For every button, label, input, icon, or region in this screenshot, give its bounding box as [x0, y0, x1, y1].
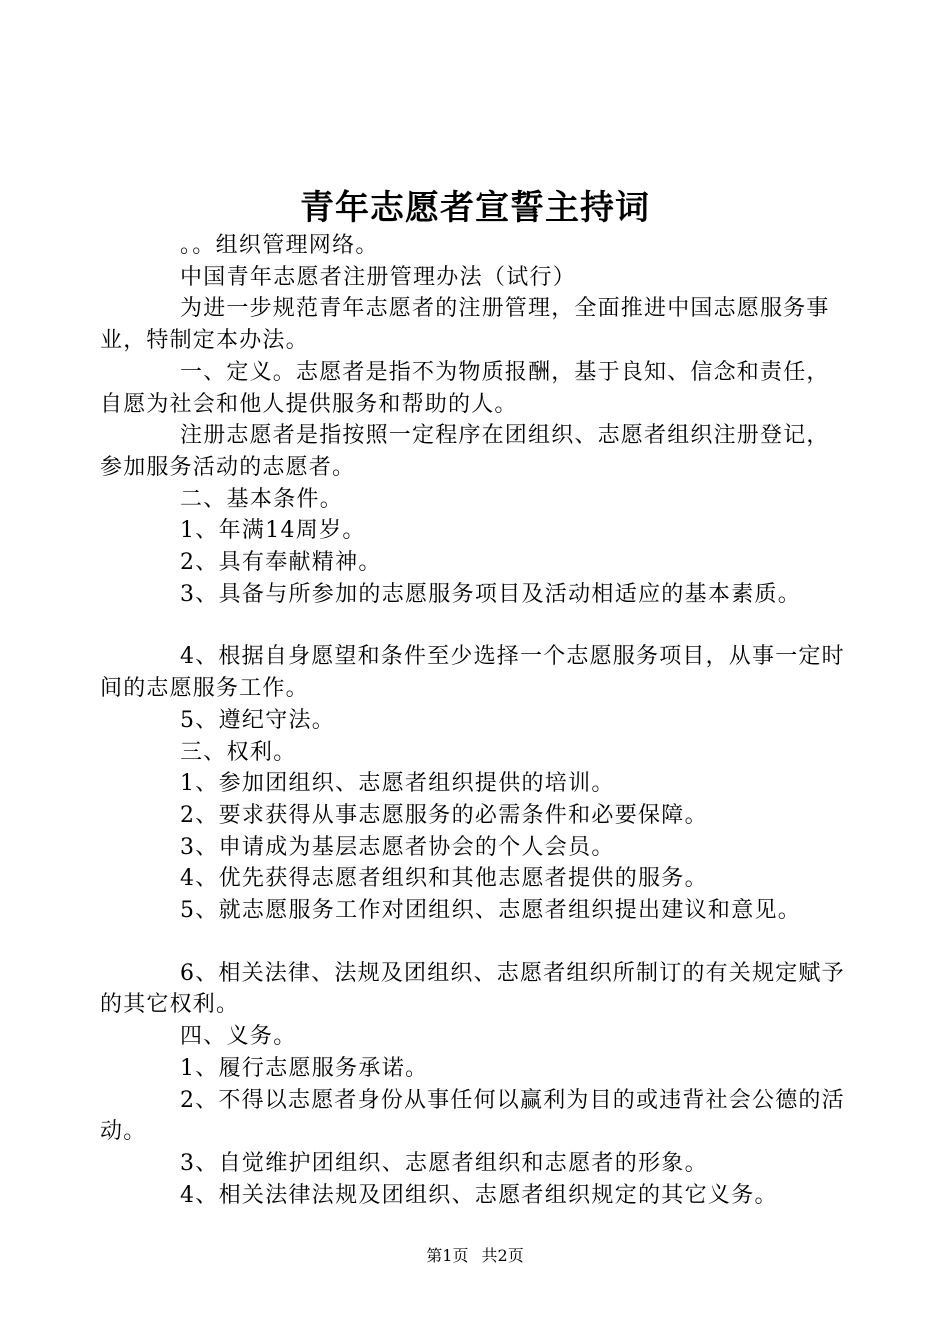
paragraph: 2、不得以志愿者身份从事任何以赢利为目的或违背社会公德的活动。: [100, 1087, 845, 1145]
document-body: [100, 230, 850, 1211]
paragraph: 3、具备与所参加的志愿服务项目及活动相适应的基本素质。: [180, 581, 802, 607]
paragraph: 注册志愿者是指按照一定程序在团组织、志愿者组织注册登记，参加服务活动的志愿者。: [100, 423, 830, 480]
document-title: 青年志愿者宣誓主持词: [300, 188, 650, 228]
paragraph: 3、自觉维护团组织、志愿者组织和志愿者的形象。: [180, 1150, 708, 1176]
paragraph: 2、要求获得从事志愿服务的必需条件和必要保障。: [180, 802, 708, 828]
paragraph: 6、相关法律、法规及团组织、志愿者组织所制订的有关规定赋予的其它权利。: [100, 960, 845, 1018]
paragraph: 一、定义。志愿者是指不为物质报酬，基于良知、信念和责任，自愿为社会和他人提供服务和帮助的人。: [100, 359, 830, 417]
page-footer: [0, 1244, 950, 1268]
paragraph: 4、相关法律法规及团组织、志愿者组织规定的其它义务。: [180, 1182, 778, 1208]
paragraph: 3、申请成为基层志愿者协会的个人会员。: [180, 834, 615, 860]
paragraph: 。。组织管理网络。: [180, 233, 379, 258]
paragraph: 1、参加团组织、志愿者组织提供的培训。: [180, 771, 615, 797]
paragraph: 三、权利。: [180, 739, 297, 765]
paragraph: 二、基本条件。: [180, 486, 344, 512]
paragraph: 1、履行志愿服务承诺。: [180, 1055, 429, 1081]
paragraph: 4、优先获得志愿者组织和其他志愿者提供的服务。: [180, 866, 708, 892]
paragraph: 中国青年志愿者注册管理办法（试行）: [180, 264, 577, 290]
page-total: 共2页: [481, 1246, 524, 1265]
paragraph: 四、义务。: [180, 1024, 297, 1050]
paragraph: 4、根据自身愿望和条件至少选择一个志愿服务项目，从事一定时间的志愿服务工作。: [100, 644, 845, 702]
paragraph: 5、就志愿服务工作对团组织、志愿者组织提出建议和意见。: [180, 898, 802, 924]
paragraph: 1、年满14周岁。: [180, 518, 366, 544]
page-number: 第1页: [426, 1246, 469, 1265]
paragraph: 2、具有奉献精神。: [180, 550, 382, 576]
paragraph: 5、遵纪守法。: [180, 707, 336, 733]
paragraph: 为进一步规范青年志愿者的注册管理，全面推进中国志愿服务事业，特制定本办法。: [100, 296, 830, 354]
